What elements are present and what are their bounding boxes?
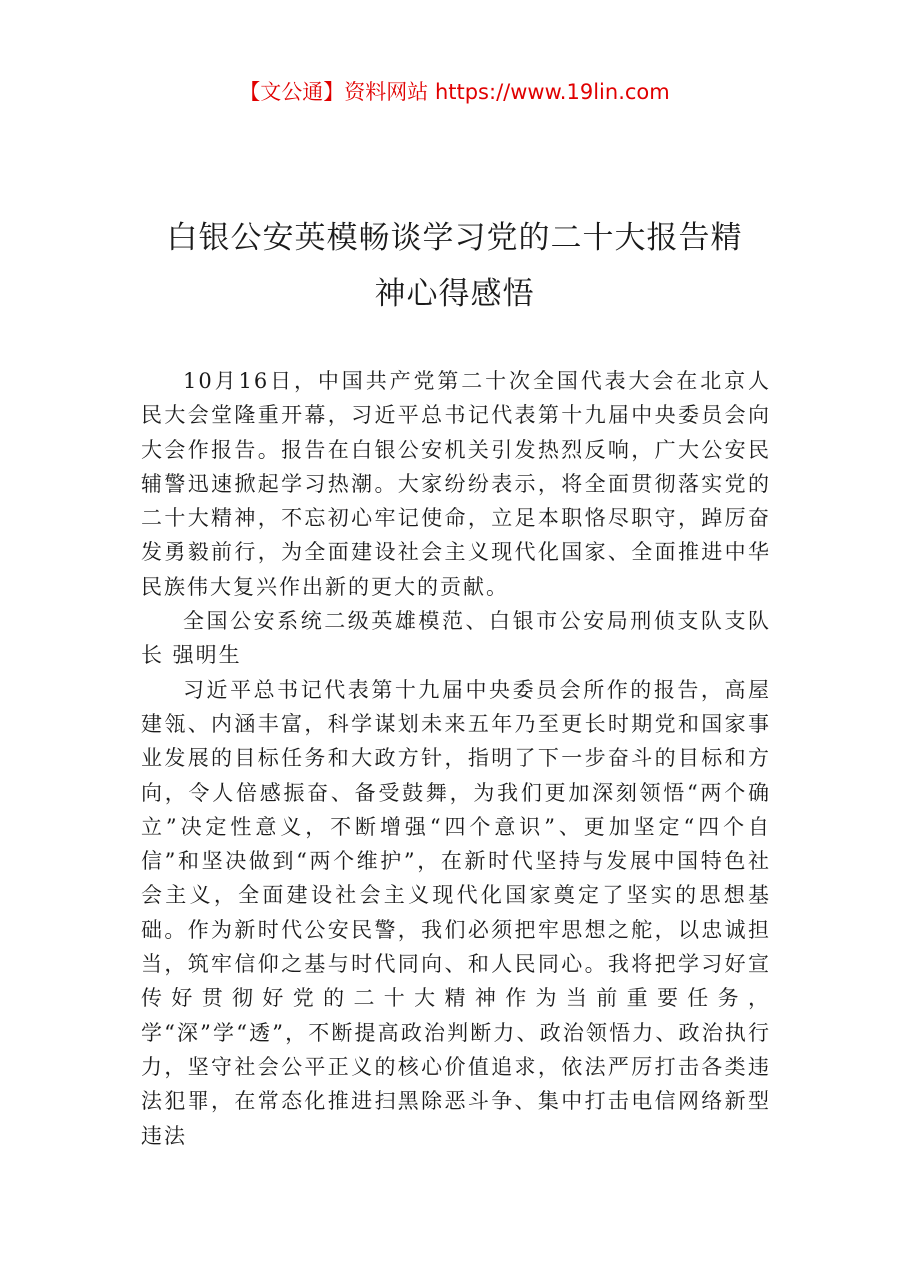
paragraph: 全国公安系统二级英雄模范、白银市公安局刑侦支队支队长 强明生 bbox=[141, 609, 771, 668]
paragraph: 10月16日，中国共产党第二十次全国代表大会在北京人民大会堂隆重开幕，习近平总书记代表第十九届中央委员会向大会作报告。报告在白银公安机关引发热烈反响，广大公安民辅警迅速掀起学习热潮。大家纷纷表示，将全面贯彻落实党的二十大精神，不忘初心牢记使命，立足本职恪尽职守，踔厉奋发勇毅前行，为全面建设社会主义现代化国家、全面推进中华民族伟大复兴作出新的更大的贡献。 bbox=[141, 369, 771, 599]
paragraph: 习近平总书记代表第十九届中央委员会所作的报告，高屋建瓴、内涵丰富，科学谋划未来五年乃至更长时期党和国家事业发展的目标任务和大政方针，指明了下一步奋斗的目标和方向，令人倍感振奋、备受鼓舞，为我们更加深刻领悟“两个确立”决定性意义，不断增强“四个意识”、更加坚定“四个自信”和坚决做到“两个维护”，在新时代坚持与发展中国特色社会主义，全面建设社会主义现代化国家奠定了坚实的思想基础。作为新时代公安民警，我们必须把牢思想之舵，以忠诚担当，筑牢信仰之基与时代同向、和人民同心。我将把学习好宣传好贯彻好党的二十大精神作为当前重要任务，学“深”学“透”，不断提高政治判断力、政治领悟力、政治执行力，坚守社会公平正义的核心价值追求，依法严厉打击各类违法犯罪，在常态化推进扫黑除恶斗争、集中打击电信网络新型违法 bbox=[141, 677, 771, 1148]
title-line-2: 神心得感悟 bbox=[374, 276, 535, 312]
document-title bbox=[0, 210, 909, 322]
document-body bbox=[141, 364, 771, 1153]
header-link[interactable]: 【文公通】资料网站 https://www.19lin.com bbox=[239, 80, 670, 104]
title-line-1: 白银公安英模畅谈学习党的二十大报告精 bbox=[166, 220, 743, 256]
